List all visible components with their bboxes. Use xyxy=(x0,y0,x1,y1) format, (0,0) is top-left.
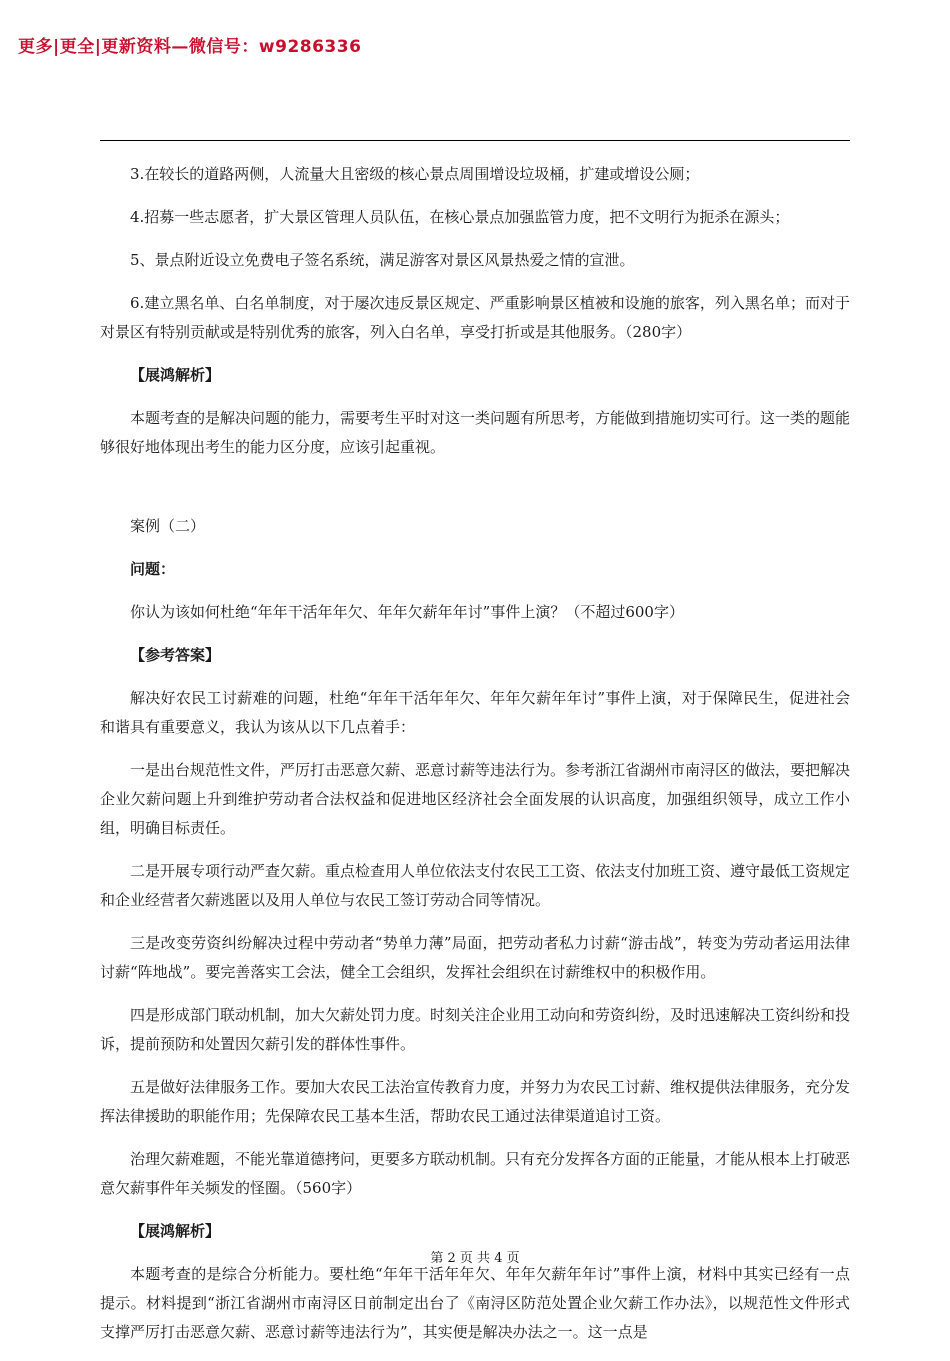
answer-item-3: 3.在较长的道路两侧，人流量大且密级的核心景点周围增设垃圾桶，扩建或增设公厕； xyxy=(130,165,700,183)
header-rule xyxy=(100,140,850,141)
document-body xyxy=(100,160,850,1361)
case-title: 案例（二） xyxy=(130,517,206,535)
page-number: 第 2 页 共 4 页 xyxy=(430,1251,520,1266)
answer-point-1: 一是出台规范性文件，严厉打击恶意欠薪、恶意讨薪等违法行为。参考浙江省湖州市南浔区的做法，要把解决企业欠薪问题上升到维护劳动者合法权益和促进地区经济社会全面发展的认识高度，加强组织领导，成立工作小组，明确目标责任。 xyxy=(100,761,851,837)
answer-conclusion: 治理欠薪难题，不能光靠道德拷问，更要多方联动机制。只有充分发挥各方面的正能量，才能从根本上打破恶意欠薪事件年关频发的怪圈。（560字） xyxy=(100,1150,851,1197)
analysis-heading: 【展鸿解析】 xyxy=(130,366,221,384)
analysis-paragraph-2: 本题考查的是综合分析能力。要杜绝“年年干活年年欠、年年欠薪年年讨”事件上演，材料中其实已经有一点提示。材料提到“浙江省湖州市南浔区日前制定出台了《南浔区防范处置企业欠薪工作办法》，以规范性文件形式支撑严厉打击恶意欠薪、恶意讨薪等违法行为”，其实便是解决办法之一。这一点是 xyxy=(100,1265,850,1341)
answer-intro: 解决好农民工讨薪难的问题，杜绝“年年干活年年欠、年年欠薪年年讨”事件上演，对于保障民生，促进社会和谐具有重要意义，我认为该从以下几点着手： xyxy=(100,689,850,736)
section-case-one-tail xyxy=(100,160,850,462)
section-case-two xyxy=(100,512,850,1347)
question-heading: 问题： xyxy=(130,560,176,578)
answer-item-4: 4.招募一些志愿者，扩大景区管理人员队伍，在核心景点加强监管力度，把不文明行为扼杀在源头； xyxy=(130,208,790,226)
reference-answer-heading: 【参考答案】 xyxy=(130,646,221,664)
section-gap xyxy=(100,476,850,512)
answer-point-3: 三是改变劳资纠纷解决过程中劳动者“势单力薄”局面，把劳动者私力讨薪“游击战”，转变为劳动者运用法律讨薪“阵地战”。要完善落实工会法，健全工会组织，发挥社会组织在讨薪维权中的积极作用。 xyxy=(100,934,850,981)
analysis-paragraph: 本题考查的是解决问题的能力，需要考生平时对这一类问题有所思考，方能做到措施切实可行。这一类的题能够很好地体现出考生的能力区分度，应该引起重视。 xyxy=(100,409,851,456)
answer-item-6: 6.建立黑名单、白名单制度，对于屡次违反景区规定、严重影响景区植被和设施的旅客，列入黑名单；而对于对景区有特别贡献或是特别优秀的旅客，列入白名单，享受打折或是其他服务。（280字） xyxy=(100,294,850,341)
answer-point-4: 四是形成部门联动机制，加大欠薪处罚力度。时刻关注企业用工动向和劳资纠纷，及时迅速解决工资纠纷和投诉，提前预防和处置因欠薪引发的群体性事件。 xyxy=(100,1006,851,1053)
answer-point-2: 二是开展专项行动严查欠薪。重点检查用人单位依法支付农民工工资、依法支付加班工资、遵守最低工资规定和企业经营者欠薪逃匿以及用人单位与农民工签订劳动合同等情况。 xyxy=(100,862,851,909)
question-text: 你认为该如何杜绝“年年干活年年欠、年年欠薪年年讨”事件上演？（不超过600字） xyxy=(130,603,684,621)
analysis-heading-2: 【展鸿解析】 xyxy=(130,1222,221,1240)
answer-point-5: 五是做好法律服务工作。要加大农民工法治宣传教育力度，并努力为农民工讨薪、维权提供法律服务，充分发挥法律援助的职能作用；先保障农民工基本生活，帮助农民工通过法律渠道追讨工资。 xyxy=(100,1078,851,1125)
wechat-banner: 更多|更全|更新资料—微信号：w9286336 xyxy=(18,37,362,57)
answer-item-5: 5、景点附近设立免费电子签名系统，满足游客对景区风景热爱之情的宣泄。 xyxy=(130,251,635,269)
